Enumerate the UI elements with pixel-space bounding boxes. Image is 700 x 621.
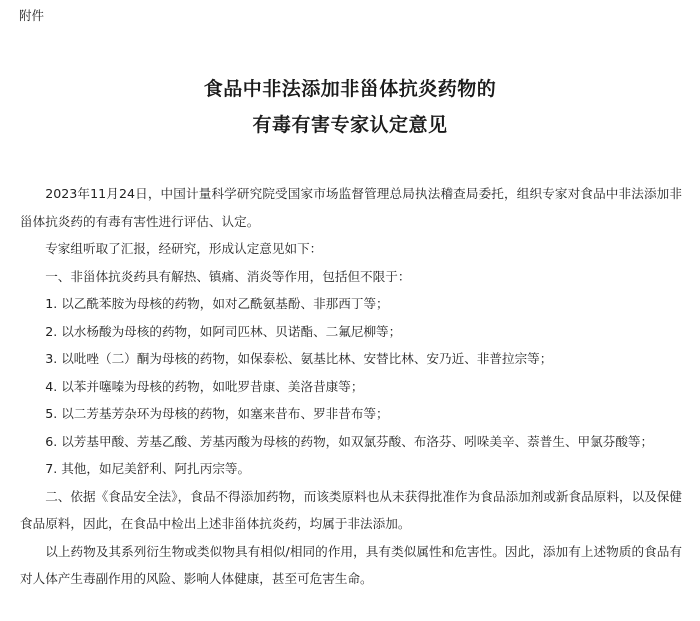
paragraph-intro: 2023年11月24日，中国计量科学研究院受国家市场监督管理总局执法稽查局委托，组织专家对食品中非法添加非甾体抗炎药的有毒有害性进行评估、认定。 (20, 186, 682, 229)
list-item-1: 1. 以乙酰苯胺为母核的药物，如对乙酰氨基酚、非那西丁等； (45, 296, 389, 311)
list-item-7: 7. 其他，如尼美舒利、阿扎丙宗等。 (45, 461, 251, 476)
document-body (20, 180, 682, 593)
list-item-6: 6. 以芳基甲酸、芳基乙酸、芳基丙酸为母核的药物，如双氯芬酸、布洛芬、吲哚美辛、萘普生、甲氯芬酸等； (45, 433, 654, 449)
paragraph-conclusion: 以上药物及其系列衍生物或类似物具有相似/相同的作用，具有类似属性和危害性。因此，添加有上述物质的食品有对人体产生毒副作用的风险、影响人体健康，甚至可危害生命。 (20, 543, 682, 586)
list-item-5: 5. 以二芳基芳杂环为母核的药物，如塞来昔布、罗非昔布等； (45, 406, 389, 421)
paragraph-section-one: 一、非甾体抗炎药具有解热、镇痛、消炎等作用，包括但不限于： (45, 268, 411, 284)
list-item-2: 2. 以水杨酸为母核的药物，如阿司匹林、贝诺酯、二氟尼柳等； (45, 323, 402, 339)
attachment-label: 附件 (19, 8, 45, 23)
list-item-3: 3. 以吡唑（二）酮为母核的药物，如保泰松、氨基比林、安替比林、安乃近、非普拉宗等； (45, 351, 553, 366)
list-item-4: 4. 以苯并噻嗪为母核的药物，如吡罗昔康、美洛昔康等； (45, 378, 364, 394)
paragraph-panel-review: 专家组听取了汇报，经研究，形成认定意见如下： (45, 241, 323, 256)
paragraph-section-two: 二、依据《食品安全法》，食品不得添加药物，而该类原料也从未获得批准作为食品添加剂或新食品原料，以及保健食品原料，因此，在食品中检出上述非甾体抗炎药，均属于非法添加。 (20, 488, 682, 531)
document-title-line-2: 有毒有害专家认定意见 (252, 114, 448, 136)
document-title-line-1: 食品中非法添加非甾体抗炎药物的 (203, 78, 497, 100)
